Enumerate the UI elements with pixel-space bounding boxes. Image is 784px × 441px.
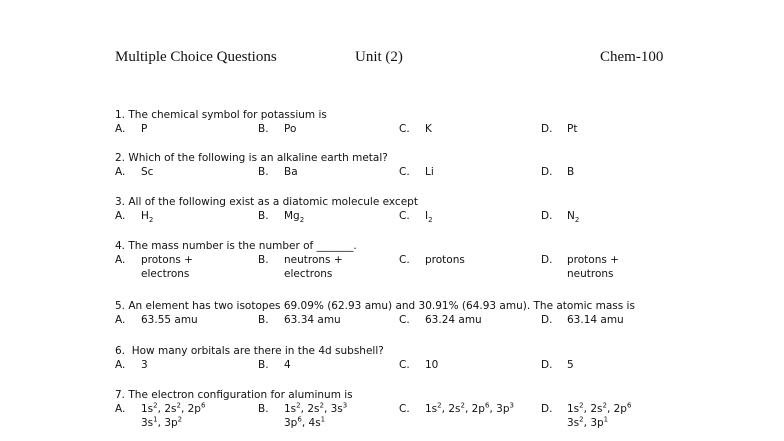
orbital-label: 3s [567,417,580,429]
option-a [115,313,198,327]
answer-options [115,402,755,430]
question-4 [115,239,755,281]
question-stem: The mass number is the number of _______. [128,240,357,252]
option-letter: C. [399,123,410,135]
config-line-2: $3p^6$, $4s^1$ [284,415,326,429]
electron-count: 2 [579,415,584,424]
option-b [258,165,298,179]
formula-subscript: 2 [428,216,433,225]
question-stem: How many orbitals are there in the 4d subshell? [131,345,384,357]
option-b [258,253,343,281]
electron-count: 1 [320,415,326,424]
question-number: 4. [115,240,126,252]
formula-symbol: I [425,210,429,222]
option-text: 5 [567,359,574,371]
electron-count: 2 [176,401,181,410]
option-text [553,209,579,223]
electron-count: 6 [484,401,490,410]
option-letter: C. [399,403,410,415]
option-c [399,122,432,136]
worksheet-title: Multiple Choice Questions [115,49,277,65]
orbital-label: 2p [471,403,485,415]
electron-count: 2 [579,401,584,410]
option-text: 3 [141,359,148,371]
option-letter: B. [258,314,269,326]
orbital-label: 2s [448,403,461,415]
electron-count: 1 [153,415,158,424]
option-text [270,209,304,223]
question-stem: The electron configuration for aluminum is [128,389,353,401]
unit-label: Unit (2) [355,49,403,65]
option-d [541,313,624,327]
electron-count: 6 [297,415,302,424]
option-text [411,402,514,416]
orbital-label: 3p [284,417,298,429]
option-text [127,253,193,281]
answer-options [115,358,755,372]
question-stem: Which of the following is an alkaline earth metal? [128,152,388,164]
option-letter: D. [541,123,553,135]
option-b [258,209,304,223]
option-line-1: protons + [141,254,193,266]
option-d [541,402,631,430]
electron-count: 2 [177,415,183,424]
answer-options [115,165,755,179]
option-letter: B. [258,359,269,371]
option-a [115,165,153,179]
answer-options [115,209,755,223]
option-text: Li [425,166,434,178]
option-a [115,122,147,136]
orbital-label: 2p [613,403,627,415]
config-line-1: $1s^2$, $2s^2$, $2p^6$, $3p^3$ [425,401,514,415]
orbital-label: 2s [307,403,320,415]
config-line-1: $1s^2$, $2s^2$, $2p^6$ [567,401,632,415]
option-text: 63.24 amu [425,314,482,326]
option-text [411,253,465,267]
config-line-2: $3s^1$, $3p^2$ [141,415,183,429]
orbital-label: 3s [330,403,343,415]
question-stem: All of the following exist as a diatomic molecule except [128,196,418,208]
question-2 [115,151,755,179]
option-d [541,358,574,372]
option-letter: A. [115,403,126,415]
course-code: Chem-100 [600,49,664,65]
orbital-label: 2s [590,403,603,415]
orbital-label: 3s [141,417,154,429]
question-number: 5. [115,300,126,312]
orbital-label: 1s [567,403,580,415]
option-text [553,402,631,430]
option-letter: C. [399,166,410,178]
option-text: B [567,166,575,178]
option-a [115,402,205,430]
option-letter: B. [258,403,269,415]
formula-subscript: 2 [299,216,305,225]
option-letter: D. [541,403,553,415]
orbital-label: 1s [141,403,154,415]
option-letter: D. [541,210,553,222]
formula-subscript: 2 [148,216,154,225]
option-letter: C. [399,359,410,371]
orbital-label: 1s [284,403,297,415]
question-text [115,344,755,358]
option-text: 63.34 amu [284,314,341,326]
question-number: 3. [115,196,126,208]
option-letter: B. [258,254,269,266]
option-b [258,122,296,136]
question-text [115,388,755,402]
option-text [553,253,619,281]
option-b [258,402,347,430]
config-line-2: $3s^2$, $3p^1$ [567,415,609,429]
option-line-2: electrons [284,268,333,280]
option-letter: B. [258,166,269,178]
formula-symbol: Mg [284,210,300,222]
question-stem: An element has two isotopes 69.09% (62.93 amu) and 30.91% (64.93 amu). The atomic mass is [128,300,635,312]
option-d [541,253,619,281]
option-b [258,313,341,327]
option-text: K [425,123,432,135]
question-number: 7. [115,389,126,401]
answer-options [115,313,755,327]
option-letter: A. [115,210,126,222]
option-a [115,358,148,372]
formula-symbol: N [567,210,575,222]
orbital-label: 3p [590,417,604,429]
option-letter: C. [399,314,410,326]
option-a [115,209,153,223]
question-text [115,151,755,165]
option-letter: D. [541,254,553,266]
formula-subscript: 2 [574,216,580,225]
orbital-label: 2s [164,403,177,415]
option-letter: D. [541,314,553,326]
option-c [399,313,482,327]
option-letter: A. [115,254,126,266]
question-stem: The chemical symbol for potassium is [128,109,327,121]
option-text [270,253,343,281]
option-c [399,209,433,223]
question-number: 6. [115,345,126,357]
option-line-1: protons [425,254,465,266]
option-b [258,358,291,372]
electron-count: 2 [296,401,301,410]
option-text [411,209,433,223]
orbital-label: 1s [425,403,438,415]
option-letter: B. [258,123,269,135]
answer-options [115,253,755,281]
option-line-2: neutrons [567,268,614,280]
question-text [115,299,755,313]
orbital-label: 4s [308,417,321,429]
option-text: 63.14 amu [567,314,624,326]
option-c [399,165,434,179]
option-text [127,402,205,430]
config-line-1: $1s^2$, $2s^2$, $3s^3$ [284,401,348,415]
option-letter: C. [399,210,410,222]
answer-options [115,122,755,136]
config-line-1: $1s^2$, $2s^2$, $2p^6$ [141,401,206,415]
option-text: Ba [284,166,298,178]
option-text: Po [284,123,297,135]
option-d [541,165,574,179]
option-letter: D. [541,166,553,178]
question-5 [115,299,755,327]
option-text [270,402,347,430]
option-letter: A. [115,166,126,178]
option-letter: A. [115,359,126,371]
option-letter: D. [541,359,553,371]
option-text: 63.55 amu [141,314,198,326]
electron-count: 2 [153,401,158,410]
option-c [399,402,514,416]
option-letter: B. [258,210,269,222]
electron-count: 2 [460,401,465,410]
option-letter: C. [399,254,410,266]
question-number: 1. [115,109,126,121]
option-letter: A. [115,314,126,326]
option-text: Pt [567,123,578,135]
question-3 [115,195,755,223]
question-1 [115,108,755,136]
orbital-label: 3p [164,417,178,429]
question-6 [115,344,755,372]
orbital-label: 3p [496,403,510,415]
option-text: Sc [141,166,154,178]
option-text: 10 [425,359,439,371]
electron-count: 6 [626,401,632,410]
option-d [541,122,577,136]
formula-symbol: H [141,210,149,222]
electron-count: 2 [319,401,324,410]
option-a [115,253,193,281]
option-text: P [141,123,148,135]
question-text [115,239,755,253]
question-text [115,195,755,209]
option-c [399,253,465,267]
option-line-1: neutrons + [284,254,343,266]
question-number: 2. [115,152,126,164]
option-line-1: protons + [567,254,619,266]
electron-count: 2 [437,401,442,410]
electron-count: 6 [200,401,206,410]
question-7 [115,388,755,430]
option-d [541,209,579,223]
option-line-2: electrons [141,268,190,280]
option-text [127,209,153,223]
option-text: 4 [284,359,291,371]
option-letter: A. [115,123,126,135]
electron-count: 3 [509,401,514,410]
question-text [115,108,755,122]
electron-count: 1 [603,415,609,424]
option-c [399,358,438,372]
electron-count: 2 [602,401,607,410]
orbital-label: 2p [187,403,201,415]
electron-count: 3 [342,401,348,410]
